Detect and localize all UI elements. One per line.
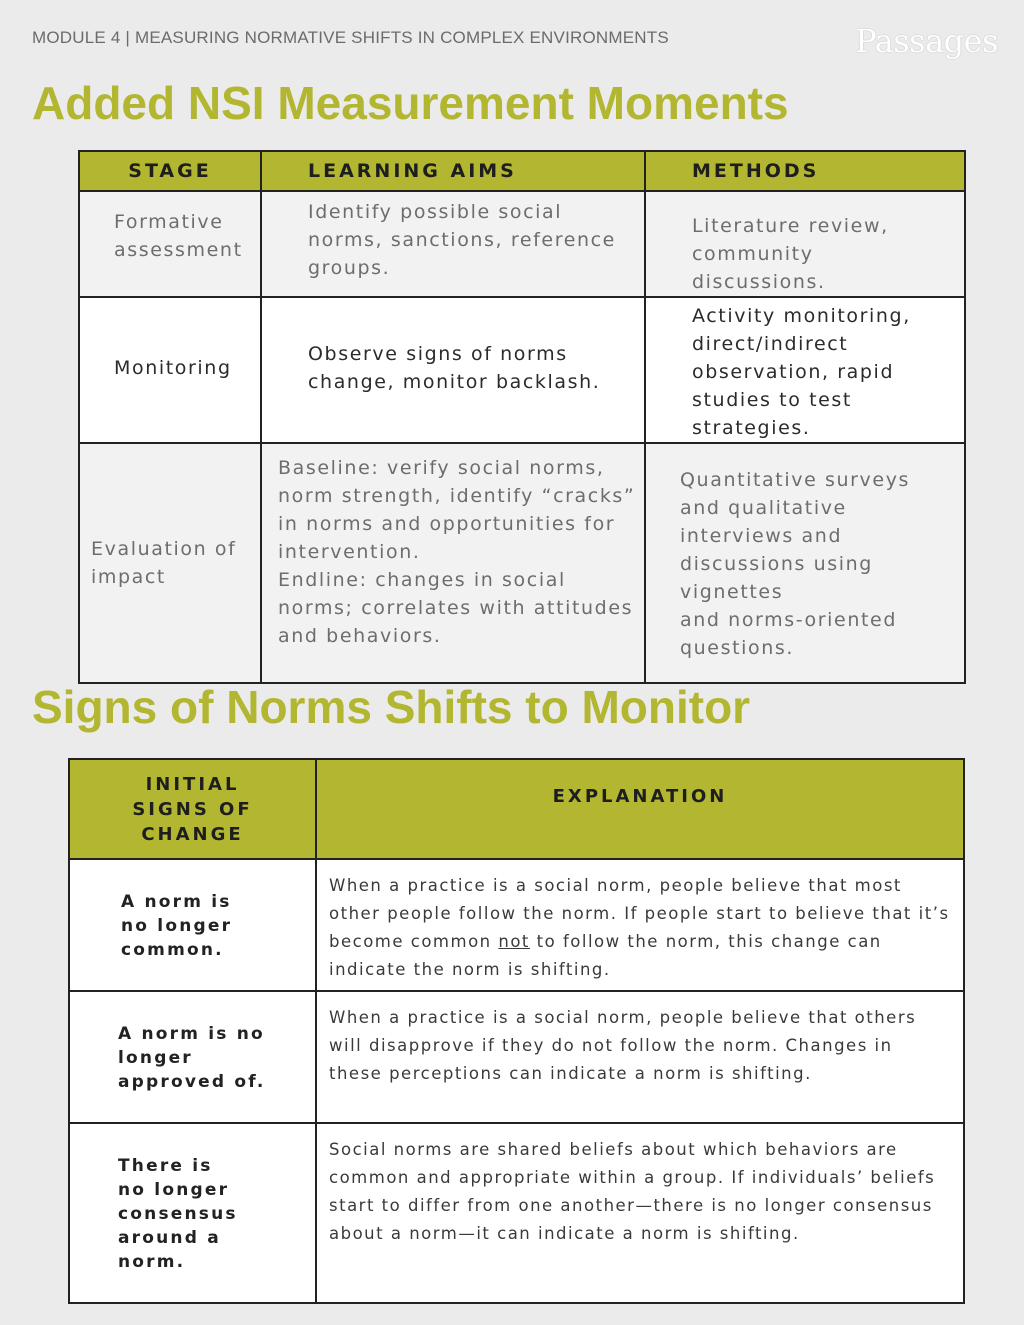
aims-text: Identify possible social norms, sanctions, reference groups. — [308, 201, 616, 279]
table-header-row — [79, 151, 965, 191]
section-title-norms-shifts: Signs of Norms Shifts to Monitor — [32, 681, 751, 733]
sign-cell — [69, 1123, 316, 1303]
methods-cell — [645, 191, 965, 297]
sign-text: A norm is no longer approved of. — [118, 1024, 266, 1092]
section-title-measurement-moments: Added NSI Measurement Moments — [32, 77, 789, 129]
methods-text: Activity monitoring, direct/indirect observation, rapid studies to test strategies. — [692, 305, 911, 439]
sign-cell — [69, 859, 316, 991]
methods-cell — [645, 443, 965, 683]
signs-of-change-table — [68, 758, 965, 1304]
explanation-underlined-word: not — [498, 932, 530, 951]
aims-cell — [261, 297, 645, 443]
stage-cell — [79, 443, 261, 683]
table-row — [69, 991, 964, 1123]
methods-text-continued: and norms-oriented questions. — [680, 609, 897, 659]
column-header-explanation: EXPLANATION — [316, 759, 964, 859]
column-header-methods: METHODS — [645, 151, 965, 191]
passages-logo: Passages — [855, 22, 998, 60]
methods-text: Quantitative surveys and qualitative interviews and discussions using vignettes — [680, 469, 911, 603]
sign-text: There is no longer consensus around a norm. — [118, 1156, 238, 1272]
explanation-part: to follow the norm, this change can indicate the norm is shifting. — [329, 932, 882, 979]
sign-text: A norm is no longer common. — [121, 892, 233, 960]
module-header: MODULE 4 | MEASURING NORMATIVE SHIFTS IN COMPLEX ENVIRONMENTS — [32, 28, 669, 47]
explanation-cell — [316, 1123, 964, 1303]
table-header-row — [69, 759, 964, 859]
table-row — [79, 297, 965, 443]
methods-cell — [645, 297, 965, 443]
table-row — [69, 1123, 964, 1303]
stage-text: Evaluation of impact — [91, 538, 237, 588]
measurement-moments-table — [78, 150, 966, 684]
column-header-initial-signs: INITIAL SIGNS OF CHANGE — [69, 759, 316, 859]
explanation-cell — [316, 991, 964, 1123]
explanation-text: Social norms are shared beliefs about which behaviors are common and appropriate within a group. If individuals’ beliefs start to differ from one another—there is no longer consensus about a norm—it can indicate a norm is shifting. — [329, 1140, 936, 1243]
aims-endline-text: Endline: changes in social norms; correlates with attitudes and behaviors. — [278, 569, 634, 647]
explanation-cell — [316, 859, 964, 991]
stage-cell — [79, 191, 261, 297]
aims-baseline-text: Baseline: verify social norms, norm strength, identify “cracks” in norms and opportunities for intervention. — [278, 457, 636, 563]
stage-cell — [79, 297, 261, 443]
explanation-text: When a practice is a social norm, people believe that others will disapprove if they do not follow the norm. Changes in these perceptions can indicate a norm is shifting. — [329, 1008, 917, 1083]
column-header-stage: STAGE — [79, 151, 261, 191]
aims-text: Observe signs of norms change, monitor backlash. — [308, 343, 601, 393]
stage-text: Monitoring — [114, 357, 232, 379]
explanation-part: When a practice is a social norm, people believe that most other people follow the norm. If people start to believe that it’s become common — [329, 876, 950, 951]
explanation-text — [317, 860, 963, 984]
aims-cell — [261, 191, 645, 297]
methods-text: Literature review, community discussions. — [692, 215, 889, 293]
table-row — [79, 443, 965, 683]
table-row — [69, 859, 964, 991]
aims-cell — [261, 443, 645, 683]
sign-cell — [69, 991, 316, 1123]
column-header-learning-aims: LEARNING AIMS — [261, 151, 645, 191]
table-row — [79, 191, 965, 297]
stage-text: Formative assessment — [114, 211, 243, 261]
